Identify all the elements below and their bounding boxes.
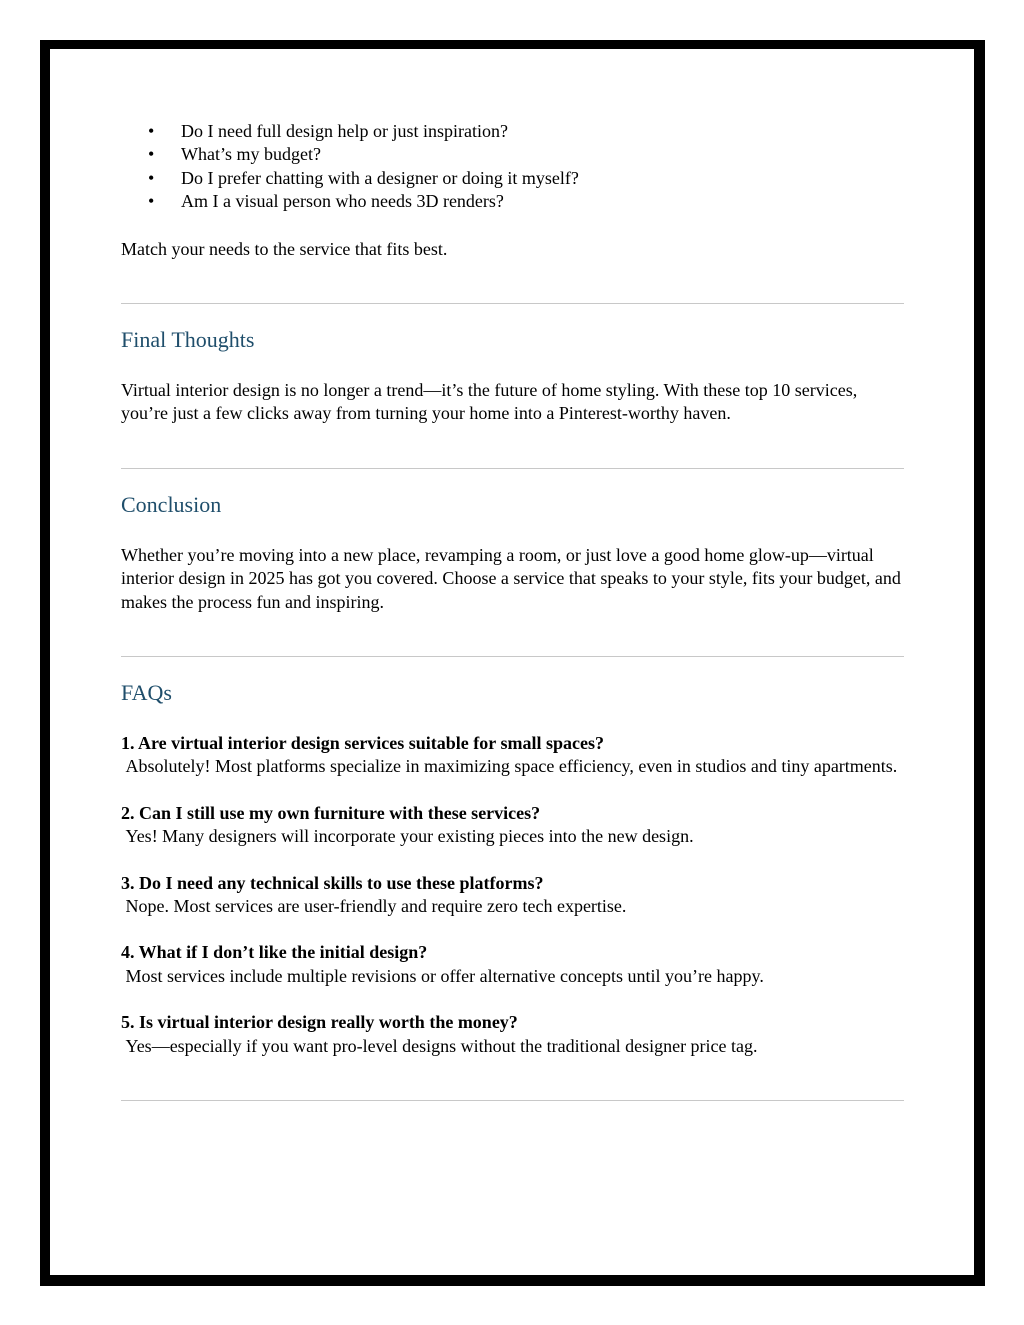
faq-answer: Absolutely! Most platforms specialize in maximizing space efficiency, even in studios and tiny apartments. <box>121 756 898 777</box>
section-divider <box>121 1100 904 1101</box>
list-item: • What’s my budget? <box>121 143 904 166</box>
faq-item <box>121 1011 904 1058</box>
faq-question: 2. Can I still use my own furniture with these services? <box>121 802 541 823</box>
bullet-icon: • <box>148 121 155 141</box>
faq-answer: Yes! Many designers will incorporate your existing pieces into the new design. <box>121 826 694 847</box>
conclusion-body: Whether you’re moving into a new place, revamping a room, or just love a good home glow-up—virtual interior design in 2025 has got you covered. Choose a service that speaks to your style, fits your budget, and makes the process fun and inspiring. <box>121 544 901 612</box>
faq-item <box>121 732 904 779</box>
faq-answer: Yes—especially if you want pro-level designs without the traditional designer price tag. <box>121 1035 758 1056</box>
faq-answer: Most services include multiple revisions or offer alternative concepts until you’re happy. <box>121 965 764 986</box>
final-thoughts-heading: Final Thoughts <box>121 326 255 352</box>
faq-question: 1. Are virtual interior design services suitable for small spaces? <box>121 733 604 753</box>
faq-item <box>121 872 904 919</box>
faq-question: 3. Do I need any technical skills to use these platforms? <box>121 872 544 893</box>
section-divider <box>121 468 904 469</box>
section-divider <box>121 303 904 304</box>
bullet-icon: • <box>148 167 155 188</box>
list-item: • Do I need full design help or just inspiration? <box>121 120 904 143</box>
list-item: • Am I a visual person who needs 3D renders? <box>121 190 904 213</box>
faq-question: 5. Is virtual interior design really worth the money? <box>121 1012 518 1033</box>
document-content <box>121 120 904 1101</box>
list-item: • Do I prefer chatting with a designer or doing it myself? <box>121 167 904 190</box>
match-text: Match your needs to the service that fits best. <box>121 238 448 259</box>
bullet-icon: • <box>148 144 155 165</box>
final-thoughts-body: Virtual interior design is no longer a trend—it’s the future of home styling. With these top 10 services, you’re just a few clicks away from turning your home into a Pinterest-worthy haven. <box>121 379 858 424</box>
question-list <box>121 120 904 214</box>
faqs-heading: FAQs <box>121 680 172 705</box>
section-divider <box>121 656 904 657</box>
faq-item <box>121 941 904 988</box>
bullet-icon: • <box>148 191 155 212</box>
faq-item <box>121 802 904 849</box>
faq-answer: Nope. Most services are user-friendly and require zero tech expertise. <box>121 896 627 917</box>
conclusion-heading: Conclusion <box>121 491 222 517</box>
faq-question: 4. What if I don’t like the initial design? <box>121 942 428 963</box>
